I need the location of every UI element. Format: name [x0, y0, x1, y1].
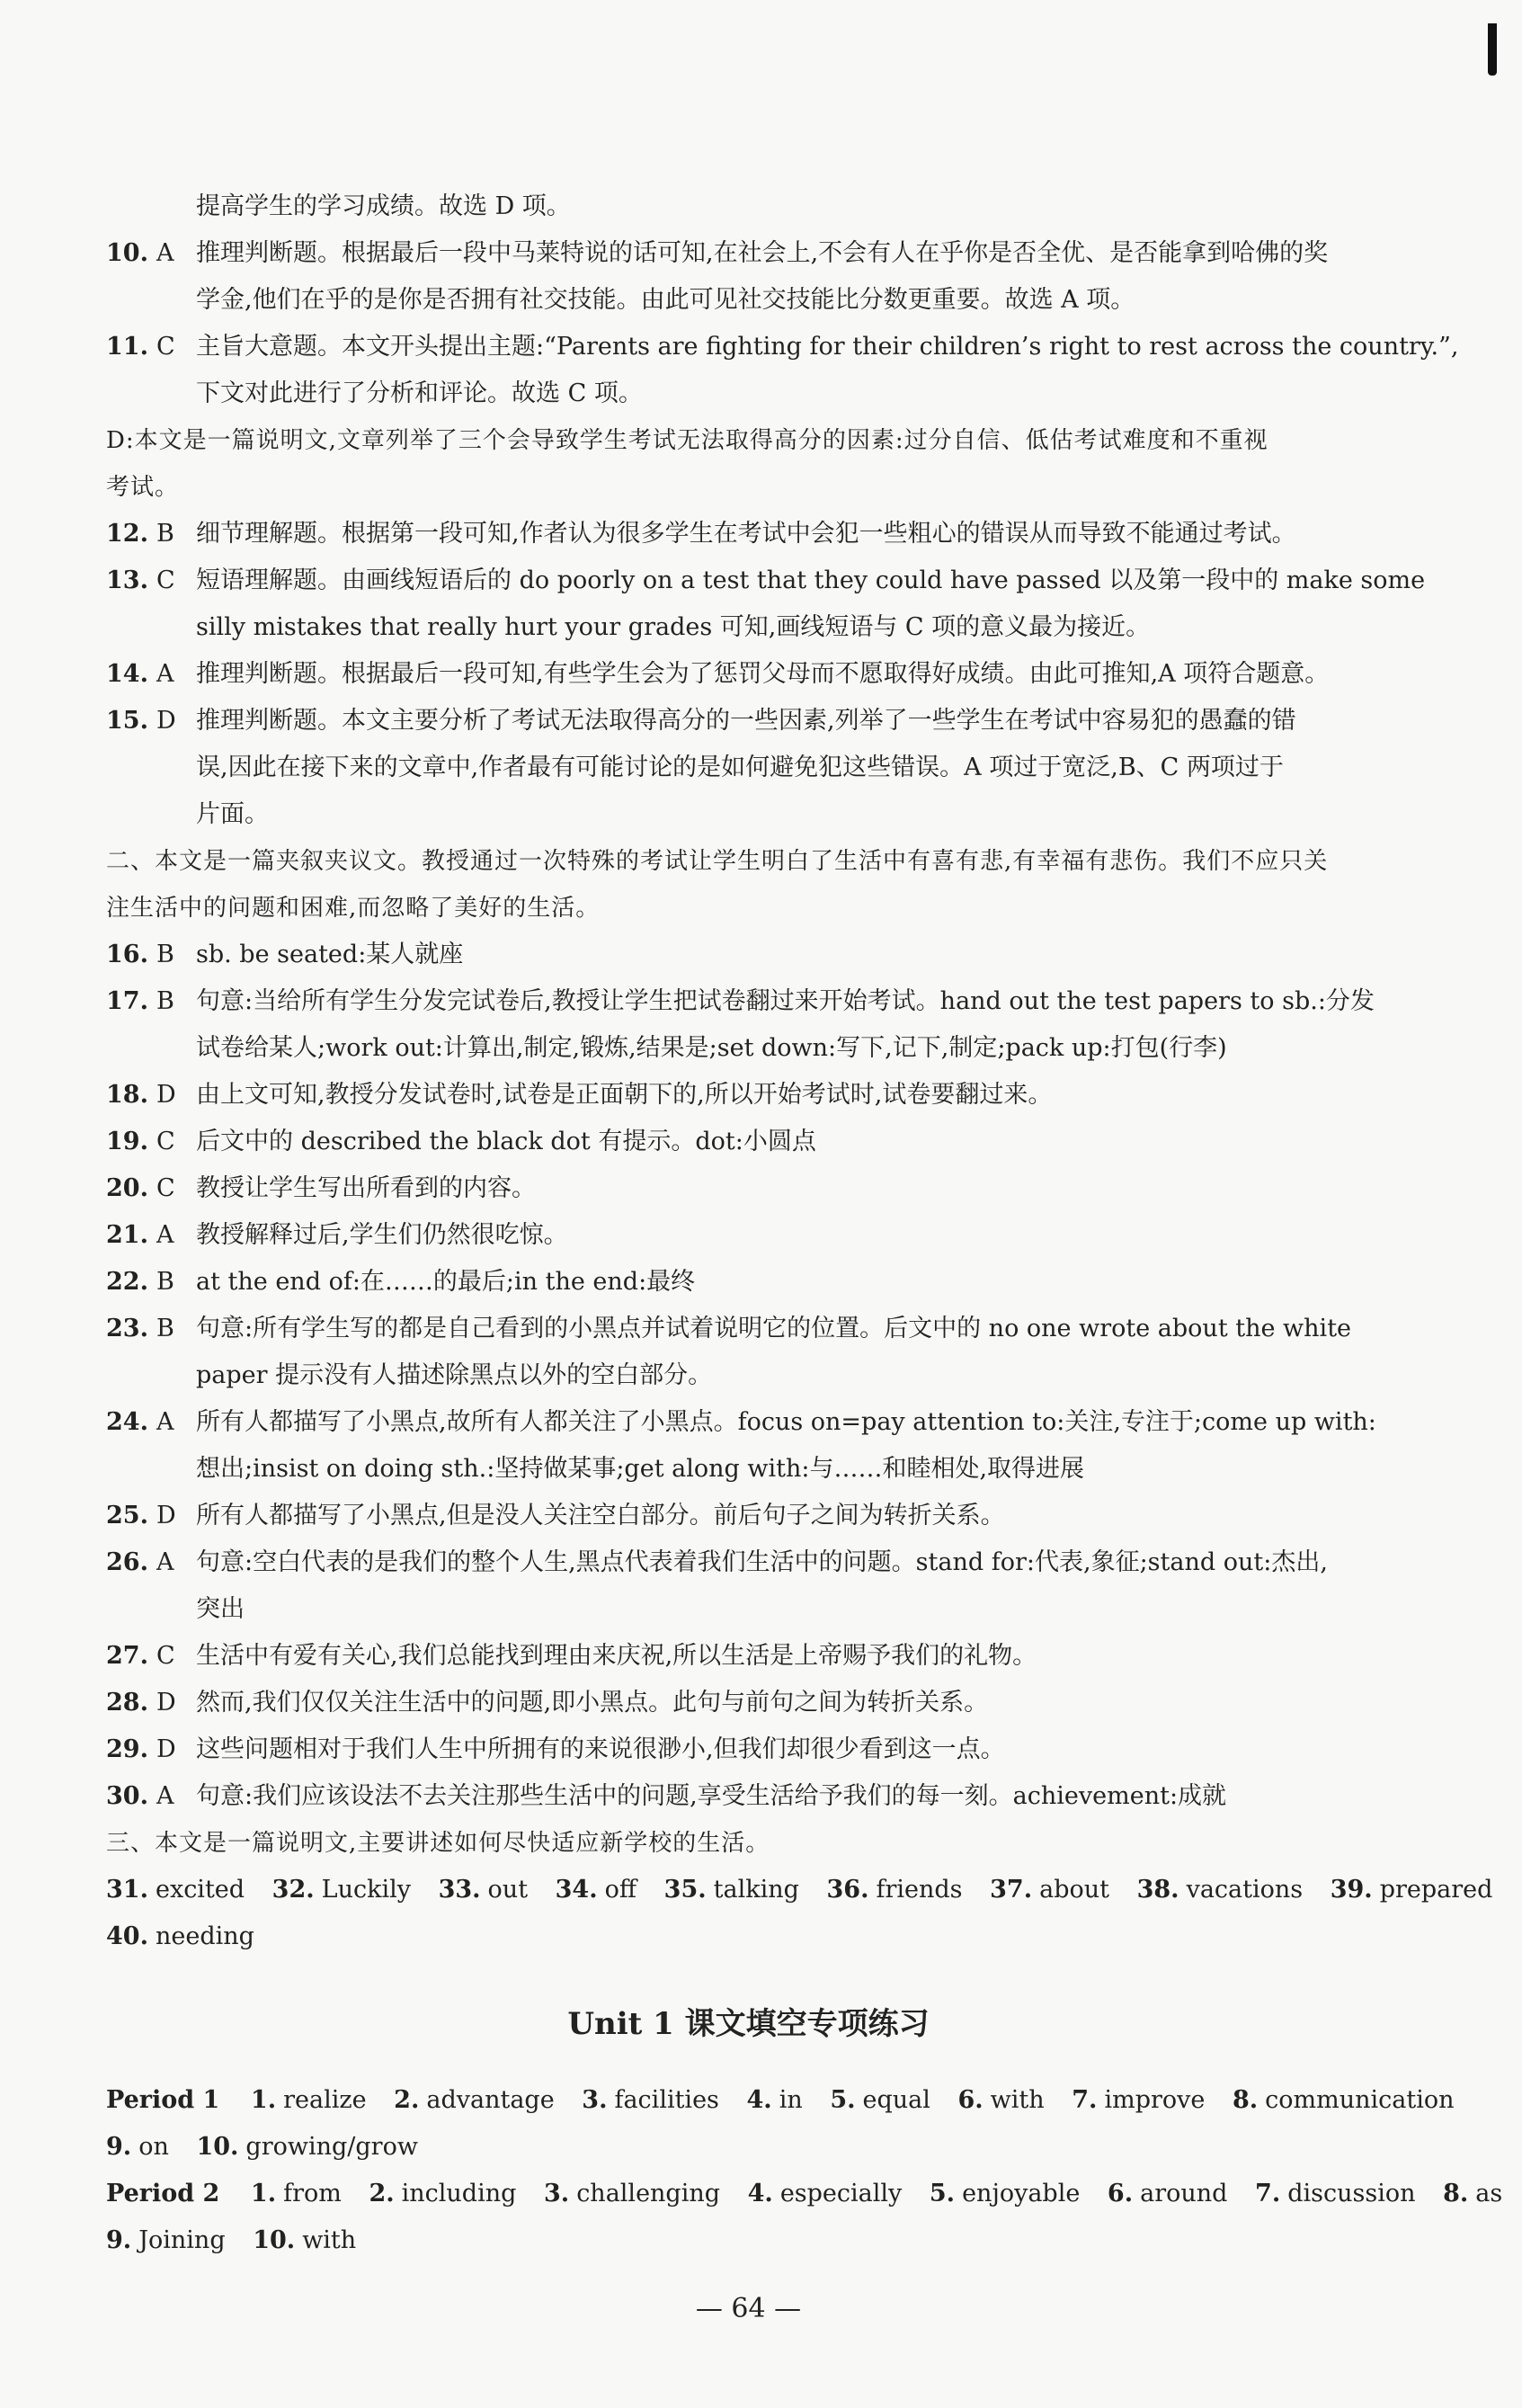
answer-line: 18. D 由上文可知,教授分发试卷时,试卷是正面朝下的,所以开始考试时,试卷要翻过来。: [106, 1081, 1053, 1109]
fill-answer: 37. about: [990, 1876, 1109, 1904]
fill-answer: 35. talking: [663, 1876, 799, 1904]
answer-line: 23. B 句意:所有学生写的都是自己看到的小黑点并试着说明它的位置。后文中的 no one wrote about the white: [106, 1315, 1352, 1342]
text-line: 下文对此进行了分析和评论。故选 C 项。: [196, 379, 643, 407]
fill-answer: 40. needing: [106, 1922, 254, 1950]
answer-line: 29. D 这些问题相对于我们人生中所拥有的来说很渺小,但我们却很少看到这一点。: [106, 1735, 1005, 1763]
answer-line: 22. B at the end of:在……的最后;in the end:最终: [106, 1268, 696, 1296]
fill-answers-row: [106, 1919, 1416, 1955]
period1-row: Period 1 1. realize 2. advantage 3. facilities 4. in 5. equal 6. with 7. improve 8. communication: [106, 2086, 1455, 2114]
text-line: 提高学生的学习成绩。故选 D 项。: [196, 192, 571, 220]
answer-line: 19. C 后文中的 described the black dot 有提示。dot:小圆点: [106, 1128, 816, 1155]
period2-row: 9. Joining 10. with: [106, 2226, 357, 2254]
fill-answer: 33. out: [438, 1876, 529, 1904]
answer-line: 26. A 句意:空白代表的是我们的整个人生,黑点代表着我们生活中的问题。stand for:代表,象征;stand out:杰出,: [106, 1548, 1328, 1576]
fill-answer: 36. friends: [826, 1876, 963, 1904]
answer-line: 20. C 教授让学生写出所看到的内容。: [106, 1174, 536, 1202]
answer-line: 10. A 推理判断题。根据最后一段中马莱特说的话可知,在社会上,不会有人在乎你是否全优、是否能拿到哈佛的奖: [106, 239, 1329, 267]
answer-line: 16. B sb. be seated:某人就座: [106, 941, 464, 968]
answer-line: 30. A 句意:我们应该设法不去关注那些生活中的问题,享受生活给予我们的每一刻。achievement:成就: [106, 1782, 1227, 1810]
text-line: paper 提示没有人描述除黑点以外的空白部分。: [196, 1361, 713, 1389]
answer-line: 28. D 然而,我们仅仅关注生活中的问题,即小黑点。此句与前句之间为转折关系。: [106, 1689, 989, 1717]
fill-answers-row: [106, 1872, 1493, 1908]
fill-answer: 34. off: [555, 1876, 637, 1904]
answer-line: 14. A 推理判断题。根据最后一段可知,有些学生会为了惩罚父母而不愿取得好成绩。由此可推知,A 项符合题意。: [106, 660, 1330, 688]
section-intro: 考试。: [106, 474, 180, 501]
unit-title: Unit 1 课文填空专项练习: [567, 2006, 930, 2042]
answer-line: 11. C 主旨大意题。本文开头提出主题:“Parents are fighting for their children’s right to rest across the country.”,: [106, 333, 1459, 361]
answer-line: 25. D 所有人都描写了小黑点,但是没人关注空白部分。前后句子之间为转折关系。: [106, 1502, 1005, 1530]
answer-line: 13. C 短语理解题。由画线短语后的 do poorly on a test that they could have passed 以及第一段中的 make some: [106, 566, 1426, 594]
section-intro: 注生活中的问题和困难,而忽略了美好的生活。: [106, 895, 601, 922]
text-line: 片面。: [196, 800, 269, 828]
section-intro: 三、本文是一篇说明文,主要讲述如何尽快适应新学校的生活。: [106, 1830, 770, 1857]
text-line: silly mistakes that really hurt your grades 可知,画线短语与 C 项的意义最为接近。: [196, 613, 1151, 641]
text-line: 想出;insist on doing sth.:坚持做某事;get along with:与……和睦相处,取得进展: [196, 1455, 1085, 1483]
corner-mark: [1488, 23, 1497, 76]
page-number: — 64 —: [695, 2293, 802, 2324]
period2-row: Period 2 1. from 2. including 3. challenging 4. especially 5. enjoyable 6. around 7. discussion 8. as: [106, 2180, 1503, 2207]
answer-line: 27. C 生活中有爱有关心,我们总能找到理由来庆祝,所以生活是上帝赐予我们的礼物。: [106, 1642, 1037, 1670]
fill-answer: 38. vacations: [1136, 1876, 1304, 1904]
text-line: 试卷给某人;work out:计算出,制定,锻炼,结果是;set down:写下,记下,制定;pack up:打包(行李): [196, 1034, 1227, 1062]
answer-line: 24. A 所有人都描写了小黑点,故所有人都关注了小黑点。focus on=pay attention to:关注,专注于;come up with:: [106, 1408, 1376, 1436]
text-line: 误,因此在接下来的文章中,作者最有可能讨论的是如何避免犯这些错误。A 项过于宽泛,B、C 两项过于: [196, 754, 1284, 781]
fill-answer: 32. Luckily: [271, 1876, 411, 1904]
answer-line: 12. B 细节理解题。根据第一段可知,作者认为很多学生在考试中会犯一些粗心的错误从而导致不能通过考试。: [106, 520, 1296, 548]
section-intro: 二、本文是一篇夹叙夹议文。教授通过一次特殊的考试让学生明白了生活中有喜有悲,有幸福有悲伤。我们不应只关: [106, 848, 1329, 875]
fill-answer: 39. prepared: [1330, 1876, 1493, 1904]
answer-line: 17. B 句意:当给所有学生分发完试卷后,教授让学生把试卷翻过来开始考试。hand out the test papers to sb.:分发: [106, 987, 1375, 1015]
fill-answer: 31. excited: [106, 1876, 245, 1904]
section-intro: D:本文是一篇说明文,文章列举了三个会导致学生考试无法取得高分的因素:过分自信、低估考试难度和不重视: [106, 427, 1268, 454]
answer-line: 21. A 教授解释过后,学生们仍然很吃惊。: [106, 1221, 568, 1249]
period1-row: 9. on 10. growing/grow: [106, 2133, 418, 2161]
text-line: 学金,他们在乎的是你是否拥有社交技能。由此可见社交技能比分数更重要。故选 A 项。: [196, 286, 1135, 314]
answer-line: 15. D 推理判断题。本文主要分析了考试无法取得高分的一些因素,列举了一些学生在考试中容易犯的愚蠢的错: [106, 707, 1296, 735]
text-line: 突出: [196, 1595, 245, 1623]
